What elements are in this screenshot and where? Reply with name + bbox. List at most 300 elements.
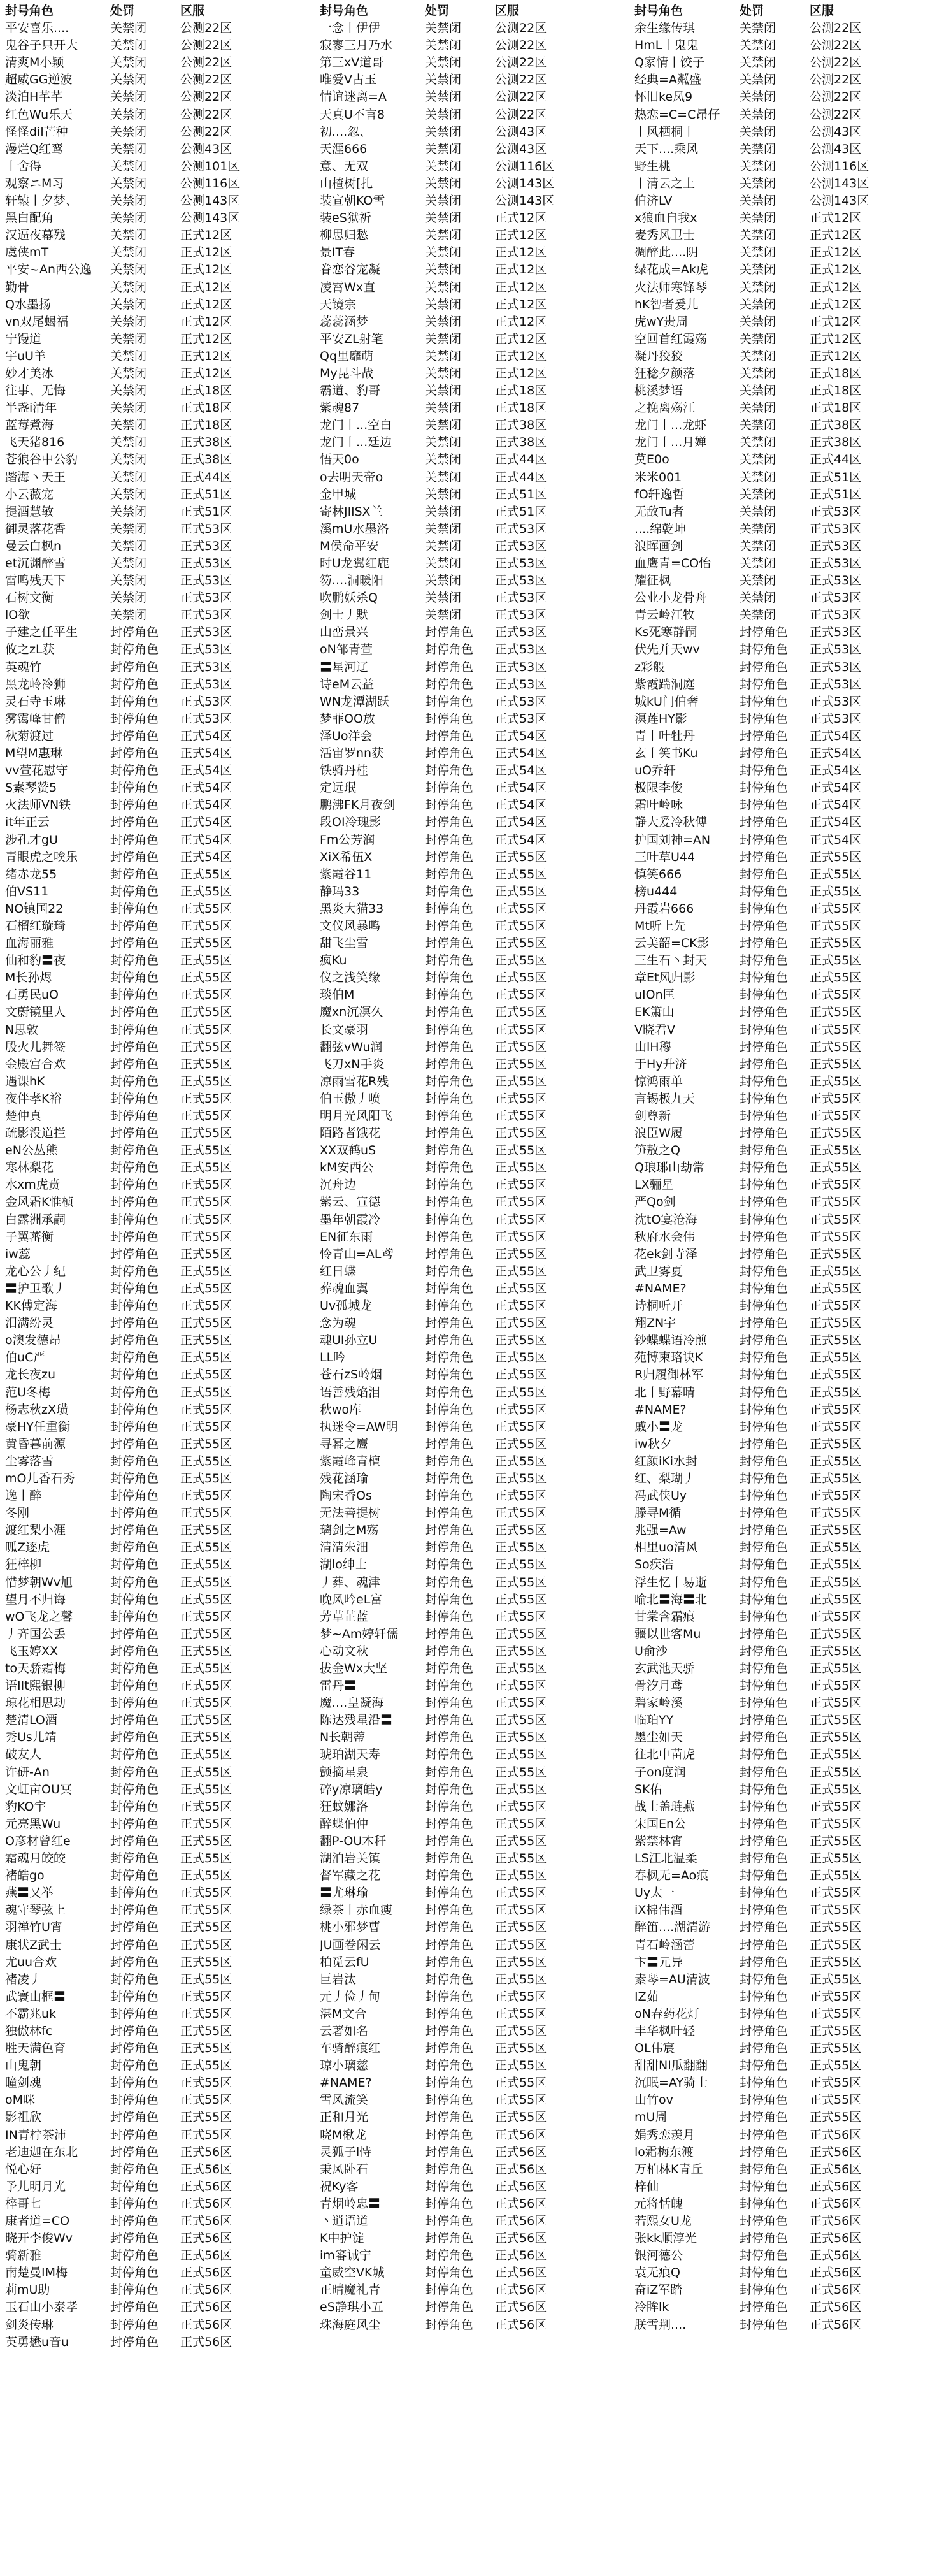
role-name: 凋醉此....阴: [634, 245, 699, 260]
penalty: 封停角色: [425, 1799, 474, 1814]
role-name: mO儿香石秀: [5, 1471, 75, 1486]
role-name: 仙和豹〓夜: [5, 953, 66, 968]
role-name: 苍石zS岭烟: [320, 1368, 383, 1382]
server: 正式55区: [180, 1229, 232, 1244]
penalty: 封停角色: [425, 1972, 474, 1986]
table-row: [5, 624, 298, 641]
role-name: 玉石山小泰孝: [5, 2300, 78, 2315]
server: 正式55区: [810, 2059, 862, 2073]
table-row: [5, 244, 298, 261]
role-name: 龙心公丿纪: [5, 1264, 66, 1278]
role-name: 柏觅云fU: [320, 1955, 369, 1969]
role-name: 浮生忆丨易逝: [634, 1575, 708, 1589]
role-name: 琰伯M: [320, 988, 355, 1002]
penalty: 封停角色: [740, 1368, 789, 1382]
role-name: lo霜梅东渡: [634, 2145, 694, 2159]
server: 正式51区: [810, 470, 862, 484]
penalty: 封停角色: [425, 1178, 474, 1192]
role-name: 汨满纷灵: [5, 1316, 54, 1331]
penalty: 封停角色: [740, 2093, 789, 2108]
penalty: 关禁闭: [740, 366, 776, 380]
penalty: 关禁闭: [425, 194, 462, 208]
table-row: [5, 2230, 298, 2247]
table-row: [320, 1419, 613, 1436]
role-name: 浪臣W履: [634, 1126, 683, 1141]
role-name: 念为魂: [320, 1316, 357, 1331]
penalty: 关禁闭: [425, 401, 462, 416]
server: 正式55区: [180, 1851, 232, 1866]
header-penalty: 处罚: [110, 4, 135, 18]
server: 正式55区: [810, 1436, 862, 1451]
role-name: 黄昏暮前源: [5, 1436, 66, 1451]
penalty: 封停角色: [425, 2059, 474, 2073]
penalty: 关禁闭: [110, 384, 147, 398]
role-name: 悟天0o: [320, 452, 359, 467]
server: 正式18区: [180, 418, 232, 433]
server: 正式55区: [495, 1109, 547, 1123]
server: 正式55区: [495, 2076, 547, 2090]
table-row: [634, 2040, 927, 2057]
penalty: 关禁闭: [740, 211, 776, 226]
table-row: [320, 365, 613, 382]
role-name: EK箫山: [634, 1005, 675, 1020]
penalty: 封停角色: [740, 1091, 789, 1106]
penalty: 封停角色: [425, 1558, 474, 1572]
table-row: [5, 1954, 298, 1971]
penalty: 封停角色: [740, 2162, 789, 2176]
server: 正式56区: [180, 2196, 232, 2211]
server: 正式55区: [810, 1385, 862, 1400]
role-name: 曼云白枫n: [5, 539, 62, 553]
server: 正式56区: [180, 2334, 232, 2349]
table-row: [320, 659, 613, 676]
penalty: 封停角色: [425, 694, 474, 709]
server: 正式51区: [495, 487, 547, 502]
role-name: 魂UI孙立U: [320, 1333, 378, 1348]
penalty: 封停角色: [110, 1471, 159, 1486]
server: 正式12区: [495, 245, 547, 260]
penalty: 封停角色: [110, 1316, 159, 1331]
server: 正式12区: [495, 297, 547, 312]
server: 正式55区: [180, 1281, 232, 1296]
role-name: fO轩逸哲: [634, 487, 685, 502]
ban-list-block: [634, 3, 927, 2351]
table-row: [320, 2178, 613, 2196]
table-row: [5, 1004, 298, 1021]
server: 正式55区: [810, 1091, 862, 1106]
role-name: 陶宋香Os: [320, 1489, 372, 1503]
penalty: 封停角色: [425, 1419, 474, 1434]
server: 正式12区: [180, 228, 232, 243]
server: 正式55区: [810, 1851, 862, 1866]
table-row: [634, 538, 927, 555]
server: 正式55区: [495, 901, 547, 916]
role-name: LS江北温柔: [634, 1851, 697, 1866]
server: 正式55区: [810, 1661, 862, 1675]
penalty: 封停角色: [740, 1730, 789, 1745]
role-name: 影祖欣: [5, 2110, 42, 2125]
table-row: [5, 20, 298, 37]
role-name: 宋国En公: [634, 1816, 687, 1831]
server: 公测43区: [495, 141, 547, 156]
role-name: 金殿宫合欢: [5, 1057, 66, 1071]
role-name: hK智者爰儿: [634, 297, 699, 312]
server: 正式55区: [495, 2110, 547, 2125]
server: 正式53区: [810, 608, 862, 623]
role-name: 豪HY任重衡: [5, 1419, 70, 1434]
table-row: [5, 1781, 298, 1798]
role-name: 红、梨瑚丿: [634, 1471, 696, 1486]
server: 公测22区: [810, 90, 862, 105]
penalty: 关禁闭: [740, 452, 776, 467]
server: 正式53区: [810, 591, 862, 605]
penalty: 封停角色: [425, 1937, 474, 1952]
role-name: 骨汐月鸢: [634, 1679, 683, 1693]
table-row: [320, 486, 613, 503]
penalty: 关禁闭: [425, 574, 462, 588]
penalty: 封停角色: [110, 918, 159, 933]
role-name: #NAME?: [634, 1281, 687, 1296]
role-name: 芳草芷蓝: [320, 1609, 369, 1624]
server: 正式55区: [180, 1747, 232, 1762]
table-row: [5, 141, 298, 158]
role-name: 娟秀恋羡月: [634, 2127, 696, 2142]
table-row: [320, 1695, 613, 1712]
server: 正式55区: [180, 1057, 232, 1071]
penalty: 封停角色: [425, 1471, 474, 1486]
table-row: [634, 1781, 927, 1798]
role-name: 秀Us儿靖: [5, 1730, 57, 1745]
role-name: uO乔轩: [634, 763, 676, 778]
penalty: 封停角色: [110, 1281, 159, 1296]
table-row: [5, 1660, 298, 1677]
table-row: [634, 987, 927, 1004]
server: 正式38区: [495, 435, 547, 450]
server: 正式55区: [810, 1558, 862, 1572]
penalty: 关禁闭: [110, 470, 147, 484]
penalty: 封停角色: [110, 850, 159, 864]
role-name: 语IIt熙银柳: [5, 1679, 66, 1693]
server: 正式55区: [810, 1920, 862, 1935]
penalty: 封停角色: [740, 953, 789, 968]
role-name: 正晴魔礼青: [320, 2283, 381, 2297]
penalty: 封停角色: [425, 1713, 474, 1728]
role-name: U俞沙: [634, 1644, 668, 1658]
table-row: [5, 2109, 298, 2126]
role-name: 血海丽雅: [5, 936, 54, 951]
role-name: 魂守琴弦上: [5, 1903, 66, 1918]
role-name: 三叶草U44: [634, 850, 696, 864]
role-name: 子建之任平生: [5, 625, 78, 640]
table-row: [5, 555, 298, 572]
server: 正式56区: [810, 2162, 862, 2176]
table-row: [320, 607, 613, 624]
table-row: [634, 1159, 927, 1176]
table-row: [5, 1764, 298, 1781]
penalty: 封停角色: [425, 1247, 474, 1261]
table-row: [5, 1349, 298, 1366]
role-name: 夜伴孝K裕: [5, 1091, 62, 1106]
role-name: oN春药花灯: [634, 2006, 699, 2021]
penalty: 封停角色: [425, 2023, 474, 2038]
role-name: 怀旧ke凤9: [634, 90, 693, 105]
role-name: 龙门丨...月婵: [634, 435, 707, 450]
header-penalty: 处罚: [425, 4, 450, 18]
table-row: [5, 1988, 298, 2006]
penalty: 封停角色: [110, 2127, 159, 2142]
role-name: 鹏沸FK月夜剑: [320, 798, 396, 813]
penalty: 封停角色: [740, 901, 789, 916]
penalty: 关禁闭: [425, 124, 462, 139]
server: 正式56区: [495, 2266, 547, 2280]
table-row: [320, 1142, 613, 1159]
penalty: 封停角色: [425, 832, 474, 847]
role-name: 杨志秋zX璜: [5, 1402, 68, 1417]
role-name: iX棉伟酒: [634, 1903, 683, 1918]
server: 正式55区: [495, 936, 547, 951]
table-row: [5, 1125, 298, 1142]
table-row: [320, 192, 613, 210]
server: 正式55区: [495, 1713, 547, 1728]
penalty: 关禁闭: [425, 176, 462, 191]
penalty: 封停角色: [110, 2093, 159, 2108]
server: 正式56区: [180, 2145, 232, 2159]
server: 正式12区: [810, 349, 862, 363]
server: 正式55区: [495, 1869, 547, 1883]
table-row: [320, 1436, 613, 1453]
table-row: [5, 2057, 298, 2074]
role-name: 翻弦vWu润: [320, 1039, 383, 1054]
penalty: 封停角色: [740, 1937, 789, 1952]
server: 正式55区: [810, 1834, 862, 1848]
table-row: [634, 210, 927, 227]
table-row: [320, 71, 613, 89]
table-row: [5, 1436, 298, 1453]
table-row: [320, 1229, 613, 1246]
role-name: 龙门丨...龙虾: [634, 418, 707, 433]
penalty: 封停角色: [110, 2266, 159, 2280]
server: 正式55区: [495, 1229, 547, 1244]
table-row: [634, 659, 927, 676]
server: 正式55区: [495, 1350, 547, 1365]
penalty: 封停角色: [110, 1851, 159, 1866]
table-row: [5, 1798, 298, 1816]
table-row: [320, 175, 613, 192]
table-row: [634, 952, 927, 969]
role-name: 遇课hK: [5, 1074, 45, 1089]
role-name: 碧家岭溪: [634, 1696, 683, 1711]
role-name: 凝丹狡狡: [634, 349, 683, 363]
penalty: 关禁闭: [110, 297, 147, 312]
role-name: 第三xV道哥: [320, 55, 384, 70]
penalty: 封停角色: [110, 2179, 159, 2194]
penalty: 封停角色: [740, 2248, 789, 2263]
server: 正式12区: [180, 366, 232, 380]
server: 正式55区: [810, 1454, 862, 1468]
role-name: 城kU门伯奢: [634, 694, 699, 709]
penalty: 封停角色: [425, 1540, 474, 1555]
penalty: 封停角色: [740, 642, 789, 657]
penalty: 封停角色: [740, 1143, 789, 1158]
role-name: 范U冬梅: [5, 1385, 50, 1400]
server: 公测22区: [810, 21, 862, 36]
header-role: 封号角色: [5, 4, 54, 18]
table-row: [634, 641, 927, 658]
table-row: [634, 192, 927, 210]
penalty: 封停角色: [110, 1575, 159, 1589]
table-row: [634, 141, 927, 158]
table-row: [634, 227, 927, 244]
penalty: 封停角色: [425, 1592, 474, 1607]
role-name: it年正云: [5, 815, 50, 830]
server: 正式55区: [495, 953, 547, 968]
role-name: 珠海庭风尘: [320, 2317, 381, 2332]
role-name: 御灵落花香: [5, 521, 66, 536]
table-row: [634, 918, 927, 935]
server: 公测22区: [180, 73, 232, 87]
role-name: 颤摘星泉: [320, 1765, 369, 1779]
role-name: 绿花成=Ak虎: [634, 263, 708, 277]
table-row: [5, 2247, 298, 2264]
role-name: 霜叶岭咏: [634, 798, 683, 813]
server: 正式55区: [180, 1834, 232, 1848]
table-row: [5, 745, 298, 762]
role-name: 丨风栖桐丨: [634, 124, 696, 139]
table-row: [320, 1919, 613, 1936]
table-header: [5, 3, 298, 20]
role-name: 山鬼朝: [5, 2059, 42, 2073]
server: 正式55区: [180, 1368, 232, 1382]
server: 正式55区: [495, 1489, 547, 1503]
server: 正式55区: [180, 1126, 232, 1141]
role-name: OL伟宸: [634, 2041, 675, 2056]
role-name: KK傅定海: [5, 1299, 57, 1313]
penalty: 关禁闭: [425, 280, 462, 294]
penalty: 封停角色: [740, 1661, 789, 1675]
role-name: 山楂树[扎: [320, 176, 373, 191]
penalty: 封停角色: [110, 1489, 159, 1503]
penalty: 封停角色: [425, 971, 474, 985]
penalty: 封停角色: [110, 884, 159, 899]
server: 正式55区: [810, 1972, 862, 1986]
table-row: [5, 1246, 298, 1263]
role-name: 白露洲承嗣: [5, 1212, 66, 1227]
table-row: [320, 331, 613, 348]
role-name: 狂稔夕颜落: [634, 366, 696, 380]
role-name: 甜飞尘雪: [320, 936, 369, 951]
penalty: 关禁闭: [110, 228, 147, 243]
server: 正式55区: [810, 850, 862, 864]
server: 正式54区: [810, 746, 862, 761]
role-name: 卞〓元异: [634, 1955, 683, 1969]
role-name: 雷鸣残天下: [5, 574, 66, 588]
server: 正式56区: [180, 2300, 232, 2315]
server: 正式56区: [810, 2214, 862, 2228]
penalty: 封停角色: [740, 1074, 789, 1089]
table-row: [5, 2282, 298, 2299]
server: 公测22区: [810, 38, 862, 53]
penalty: 关禁闭: [425, 228, 462, 243]
penalty: 封停角色: [740, 971, 789, 985]
role-name: 魔xn沉溟久: [320, 1005, 383, 1020]
role-name: 景IT春: [320, 245, 355, 260]
penalty: 封停角色: [425, 1765, 474, 1779]
server: 正式55区: [810, 1575, 862, 1589]
penalty: 封停角色: [110, 2023, 159, 2038]
table-row: [5, 1695, 298, 1712]
table-row: [5, 1194, 298, 1211]
role-name: M侯命平安: [320, 539, 379, 553]
server: 正式55区: [810, 1696, 862, 1711]
role-name: 狂梓柳: [5, 1558, 42, 1572]
table-row: [320, 1315, 613, 1332]
table-row: [5, 1609, 298, 1626]
penalty: 关禁闭: [425, 435, 462, 450]
table-row: [5, 659, 298, 676]
penalty: 关禁闭: [740, 384, 776, 398]
table-row: [634, 1660, 927, 1677]
table-row: [5, 2092, 298, 2109]
server: 正式55区: [495, 1368, 547, 1382]
table-row: [5, 607, 298, 624]
penalty: 关禁闭: [110, 263, 147, 277]
server: 正式55区: [495, 1143, 547, 1158]
penalty: 封停角色: [740, 1765, 789, 1779]
role-name: 寒林梨花: [5, 1161, 54, 1175]
table-row: [320, 124, 613, 141]
role-name: 飞天猪816: [5, 435, 65, 450]
penalty: 关禁闭: [425, 55, 462, 70]
penalty: 封停角色: [110, 1834, 159, 1848]
penalty: 封停角色: [425, 2179, 474, 2194]
role-name: 惜梦朝Wv旭: [5, 1575, 73, 1589]
server: 正式55区: [495, 1385, 547, 1400]
role-name: 湖泊岩关镇: [320, 1851, 381, 1866]
table-row: [5, 1108, 298, 1125]
role-name: 春枫无=Ao痕: [634, 1869, 709, 1883]
role-name: 诗桐听开: [634, 1299, 683, 1313]
role-name: 北丨野幕晴: [634, 1385, 696, 1400]
server: 正式53区: [810, 556, 862, 570]
role-name: 妙才美冰: [5, 366, 54, 380]
role-name: 青眼虎之唉乐: [5, 850, 78, 864]
server: 正式55区: [495, 1506, 547, 1521]
table-row: [634, 314, 927, 331]
role-name: 铁骑丹桂: [320, 763, 369, 778]
server: 正式55区: [810, 1679, 862, 1693]
penalty: 封停角色: [110, 1436, 159, 1451]
penalty: 封停角色: [110, 901, 159, 916]
server: 正式12区: [180, 331, 232, 346]
server: 正式55区: [495, 1540, 547, 1555]
server: 正式12区: [810, 314, 862, 329]
role-name: 龙长夜zu: [5, 1368, 56, 1382]
server: 正式55区: [180, 1696, 232, 1711]
penalty: 封停角色: [425, 867, 474, 881]
server: 正式38区: [180, 452, 232, 467]
table-row: [320, 1798, 613, 1816]
table-row: [320, 1073, 613, 1090]
server: 正式12区: [495, 263, 547, 277]
penalty: 封停角色: [110, 1368, 159, 1382]
table-row: [320, 2317, 613, 2334]
role-name: 〓星河辽: [320, 660, 369, 674]
server: 正式56区: [180, 2266, 232, 2280]
server: 正式55区: [810, 884, 862, 899]
server: 正式55区: [180, 1109, 232, 1123]
role-name: 凌霄Wx直: [320, 280, 376, 294]
role-name: 青烟岭忠〓: [320, 2196, 381, 2211]
